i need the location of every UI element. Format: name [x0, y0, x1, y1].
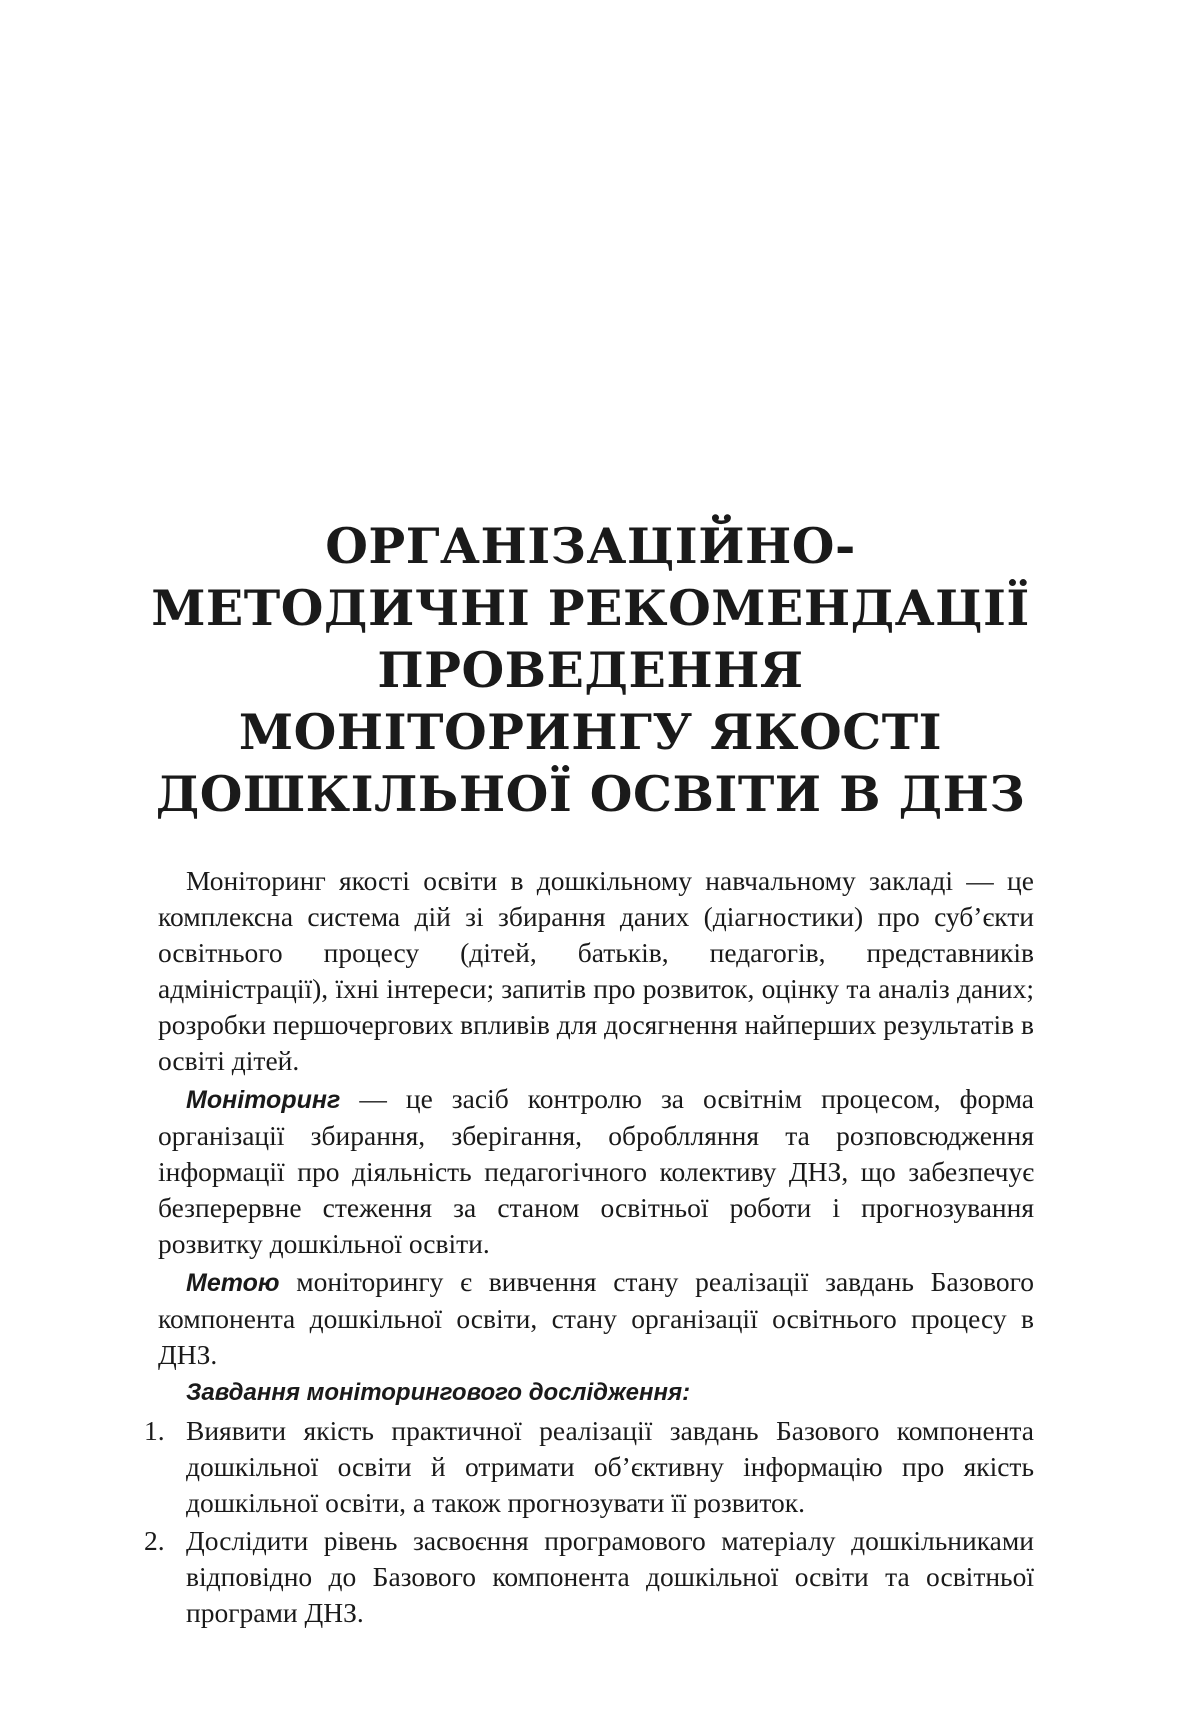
list-item — [144, 1523, 1034, 1631]
list-item — [144, 1413, 1034, 1521]
goal-term: Метою — [186, 1269, 280, 1297]
title-line: ДОШКІЛЬНОЇ ОСВІТИ В ДНЗ — [155, 765, 1026, 823]
page-title — [130, 515, 1051, 825]
definition-term: Моніторинг — [186, 1086, 341, 1114]
intro-paragraph: Моніторинг якості освіти в дошкільному навчальному закладі — це комплексна система дій зі збирання даних (діагностики) про суб’єкти освітнього процесу (дітей, батьків, педагогів, представників адміністрації), їхні інтереси; запитів про розвиток, оцінку та аналіз даних; розробки першочергових впливів для досягнення найперших результатів в освіті дітей. — [158, 865, 1034, 1076]
goal-paragraph — [158, 1264, 1034, 1373]
list-item-text: Дослідити рівень засвоєння програмового матеріалу дошкільниками відповідно до Базового компонента дошкільної освіти та освітньої програми ДНЗ. — [186, 1525, 1034, 1628]
title-line: ПРОВЕДЕННЯ — [377, 641, 804, 699]
tasks-title: Завдання моніторингового дослідження: — [186, 1379, 691, 1406]
tasks-list — [144, 1413, 1034, 1631]
list-item-text: Виявити якість практичної реалізації завдань Базового компонента дошкільної освіти й отримати об’єктивну інформацію про якість дошкільної освіти, а також прогнозувати її розвиток. — [186, 1415, 1034, 1518]
definition-paragraph — [158, 1081, 1034, 1262]
title-line: ОРГАНІЗАЦІЙНО- — [325, 517, 856, 575]
list-item-number: 2. — [144, 1525, 165, 1556]
list-item-number: 1. — [144, 1415, 165, 1446]
definition-text: — це засіб контролю за освітнім процесом, форма організації збирання, зберігання, оброблляння та розповсюдження інформації про діяльність педагогічного колективу ДНЗ, що забезпечує безперервне стеження за станом освітньої роботи і прогнозування розвитку дошкільної освіти. — [158, 1083, 1034, 1259]
title-line: МЕТОДИЧНІ РЕКОМЕНДАЦІЇ — [151, 579, 1030, 637]
title-line: МОНІТОРИНГУ ЯКОСТІ — [238, 703, 943, 761]
goal-text: моніторингу є вивчення стану реалізації завдань Базового компонента дошкільної освіти, стану організації освітнього процесу в ДНЗ. — [158, 1266, 1034, 1370]
body-text — [144, 863, 1034, 1633]
